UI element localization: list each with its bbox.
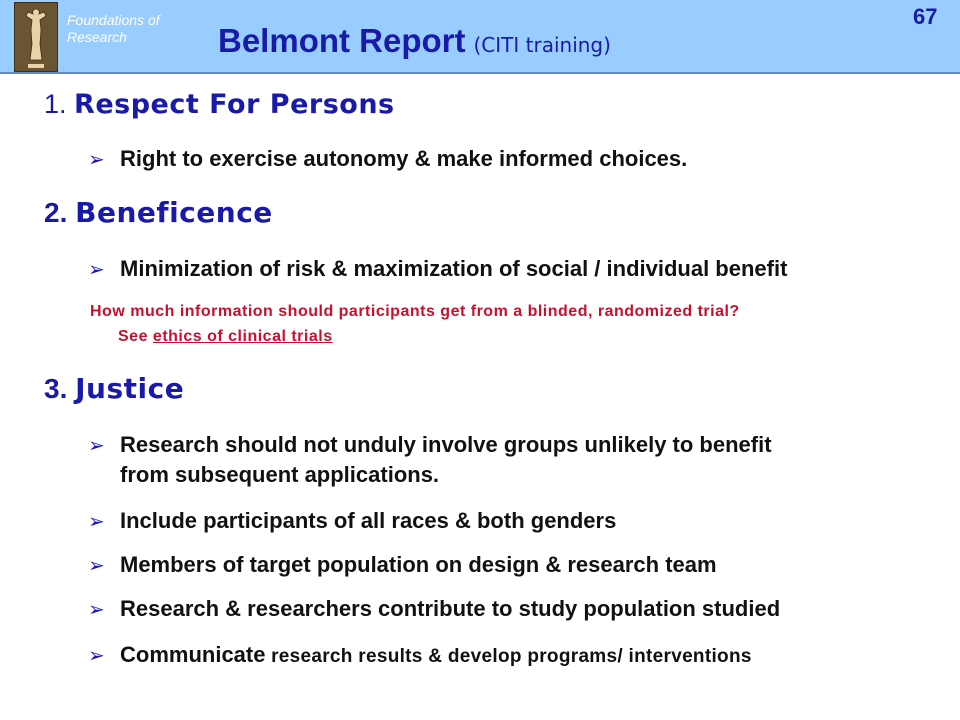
- section-heading-respect: [44, 89, 395, 120]
- bullet-text-emphasis: Communicate: [120, 642, 266, 667]
- section-title: Justice: [75, 372, 185, 405]
- note-see-text: See: [118, 328, 148, 345]
- note-question: How much information should participants get from a blinded, randomized trial?: [90, 303, 740, 320]
- bullet-text: Members of target population on design & research team: [120, 552, 717, 577]
- blinded-trial-note: [90, 299, 930, 349]
- bullet-text-line-2: from subsequent applications.: [120, 462, 440, 487]
- title-sub: (CITI training): [473, 33, 611, 57]
- arrow-bullet-icon: ➢: [88, 257, 105, 281]
- page-number: 67: [913, 4, 938, 29]
- bullet-text: [120, 640, 948, 672]
- bullet-text: Research & researchers contribute to study population studied: [120, 596, 781, 621]
- section-title: Respect For Persons: [74, 89, 395, 120]
- page-title: [218, 22, 611, 60]
- section-heading-beneficence: [44, 196, 273, 229]
- bullet-item: [88, 594, 948, 624]
- arrow-bullet-icon: ➢: [88, 509, 105, 533]
- note-see-line: [118, 324, 930, 349]
- bullet-text: Minimization of risk & maximization of social / individual benefit: [120, 256, 788, 281]
- section-title: Beneficence: [75, 196, 273, 229]
- ethics-of-clinical-trials-link[interactable]: ethics of clinical trials: [152, 328, 333, 345]
- bullet-item: [88, 506, 948, 536]
- foundations-line-1: Foundations of: [67, 12, 160, 28]
- bullet-text: Include participants of all races & both genders: [120, 508, 617, 533]
- statue-figure-icon: [14, 2, 58, 72]
- bullet-item: [88, 640, 948, 672]
- section-heading-justice: [44, 372, 184, 405]
- bullet-item: [88, 430, 948, 490]
- arrow-bullet-icon: ➢: [88, 147, 105, 171]
- section-number: 3.: [44, 373, 68, 404]
- bullet-text: Right to exercise autonomy & make informed choices.: [120, 146, 688, 171]
- section-number: 2.: [44, 197, 68, 228]
- bullet-item: [88, 144, 948, 174]
- arrow-bullet-icon: ➢: [88, 433, 105, 457]
- section-number: 1.: [44, 89, 67, 119]
- header-bar: [0, 0, 960, 74]
- arrow-bullet-icon: ➢: [88, 553, 105, 577]
- title-main: Belmont Report: [218, 22, 466, 59]
- bullet-item: [88, 254, 948, 284]
- arrow-bullet-icon: ➢: [88, 597, 105, 621]
- bullet-text-rest: research results & develop programs/ interventions: [265, 646, 752, 667]
- arrow-bullet-icon: ➢: [88, 643, 105, 667]
- foundations-of-research-label: [67, 12, 160, 46]
- bullet-item: [88, 550, 948, 580]
- foundations-line-2: Research: [67, 29, 127, 45]
- bullet-text-line-1: Research should not unduly involve groups unlikely to benefit: [120, 432, 772, 457]
